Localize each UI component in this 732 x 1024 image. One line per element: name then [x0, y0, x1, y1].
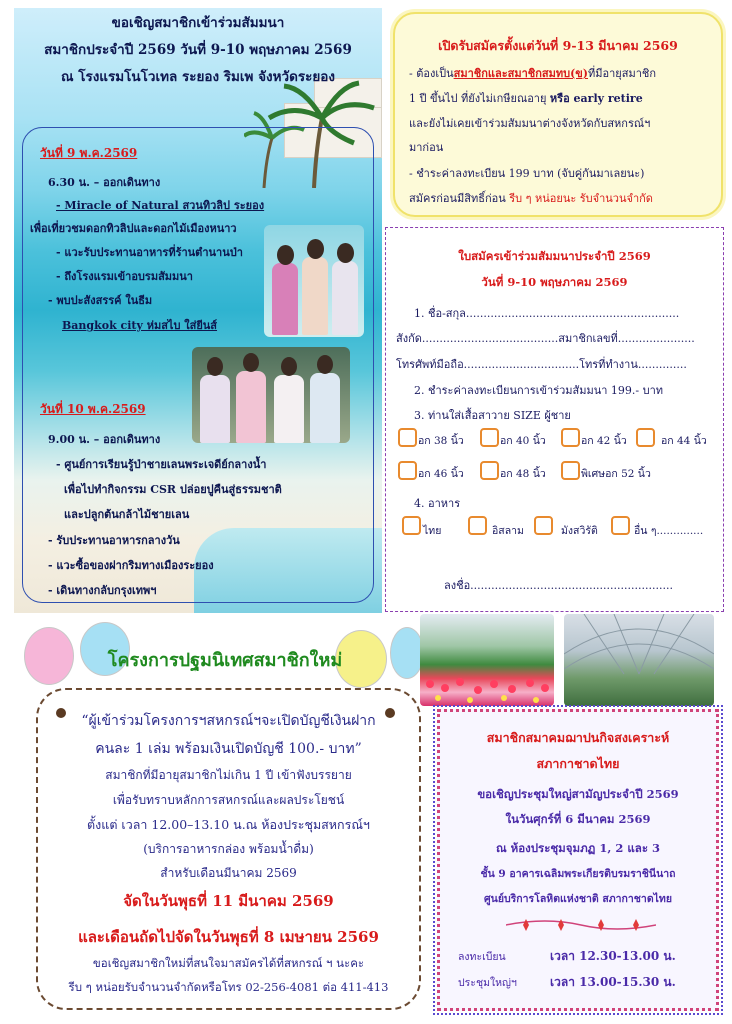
- day1-item: - แวะรับประทานอาหารที่ร้านตำนานป่า: [56, 246, 243, 259]
- day1-item: เพื่อเที่ยวชมดอกทิวลิปและดอกไม้เมืองหนาว: [30, 222, 237, 235]
- orientation-line: “ผู้เข้าร่วมโครงการฯสหกรณ์ฯจะเปิดบัญชีเงินฝาก: [81, 713, 376, 729]
- size-checkbox[interactable]: [561, 428, 580, 447]
- dome-garden-photo: [564, 614, 714, 706]
- register-time: เวลา 12.30-13.00 น.: [550, 949, 676, 963]
- balloon-decoration: [24, 627, 74, 685]
- meeting-line: สมาชิกสมาคมฌาปนกิจสงเคราะห์: [486, 730, 670, 745]
- announcement-text: ที่มีอายุสมาชิก: [588, 67, 657, 80]
- meeting-line: ชั้น 9 อาคารเฉลิมพระเกียรติบรมราชินีนาถ: [480, 868, 676, 880]
- food-label: 4. อาหาร: [414, 497, 461, 510]
- orientation-date-line: จัดในวันพุธที่ 11 มีนาคม 2569: [123, 892, 334, 910]
- announcement-line: มาก่อน: [409, 141, 444, 154]
- day1-time: 6.30 น. – ออกเดินทาง: [48, 176, 161, 189]
- form-title: ใบสมัครเข้าร่วมสัมมนาประจำปี 2569: [458, 249, 651, 263]
- announcement-red-text: รีบ ๆ หน่อยนะ รับจำนวนจำกัด: [509, 192, 653, 205]
- day2-item: เพื่อไปทำกิจกรรม CSR ปล่อยปูคืนสู่ธรรมชาติ: [64, 483, 282, 496]
- day1-item: - พบปะสังสรรค์ ในธีม: [48, 294, 153, 307]
- header-line-1: ขอเชิญสมาชิกเข้าร่วมสัมมนา: [111, 15, 285, 31]
- orientation-line: ตั้งแต่ เวลา 12.00–13.10 น.ณ ห้องประชุมสหกรณ์ฯ: [87, 817, 370, 832]
- group-photo-2: [192, 347, 350, 443]
- shirt-label: 3. ท่านใส่เสื้อสาวาย SIZE ผู้ชาย: [414, 409, 571, 422]
- meeting-time: เวลา 13.00-15.30 น.: [550, 975, 676, 989]
- application-form: [385, 227, 724, 612]
- affiliation-field[interactable]: สังกัด.......................................สมาชิกเลขที่......................: [396, 332, 695, 345]
- day2-label: วันที่ 10 พ.ค.2569: [40, 402, 146, 416]
- balloon-decoration: [390, 627, 424, 679]
- food-label-option: อื่น ๆ..............: [634, 525, 704, 537]
- ribbon-decoration: [506, 915, 656, 935]
- register-label: ลงทะเบียน: [458, 951, 506, 963]
- orientation-line: ขอเชิญสมาชิกใหม่ที่สนใจมาสมัครได้ที่สหกรณ์ ฯ นะคะ: [92, 956, 365, 970]
- registration-announcement: [393, 12, 723, 217]
- phone-field[interactable]: โทรศัพท์มือถือ.................................โทรที่ทำงาน..............: [396, 358, 687, 371]
- size-label: อก 48 นิ้ว: [500, 468, 546, 480]
- header-line-2: สมาชิกประจำปี 2569 วันที่ 9-10 พฤษภาคม 2569: [44, 42, 352, 58]
- orientation-line: เพื่อรับทราบหลักการสหกรณ์และผลประโยชน์: [112, 793, 345, 807]
- day2-item: - รับประทานอาหารกลางวัน: [48, 534, 180, 547]
- food-checkbox[interactable]: [611, 516, 630, 535]
- header-text: [14, 8, 382, 91]
- size-label: อก 46 นิ้ว: [418, 468, 464, 480]
- food-label-option: ไทย: [423, 525, 442, 537]
- size-label: อก 38 นิ้ว: [418, 435, 464, 447]
- orientation-contact-line: รีบ ๆ หน่อยรับจำนวนจำกัดหรือโทร 02-256-4081 ต่อ 411-413: [68, 980, 389, 994]
- day1-label: วันที่ 9 พ.ค.2569: [40, 146, 138, 160]
- food-checkbox[interactable]: [402, 516, 421, 535]
- announcement-line: และยังไม่เคยเข้าร่วมสัมมนาต่างจังหวัดกับสหกรณ์ฯ: [409, 117, 651, 130]
- orientation-line: สำหรับเดือนมีนาคม 2569: [160, 866, 297, 880]
- day2-time: 9.00 น. – ออกเดินทาง: [48, 433, 161, 446]
- orientation-line: สมาชิกที่มีอายุสมาชิกไม่เกิน 1 ปี เข้าฟังบรรยาย: [105, 768, 352, 782]
- announcement-line: [409, 64, 656, 82]
- food-label-option: มังสวิรัติ: [561, 525, 598, 537]
- day1-item: - ถึงโรงแรมเข้าอบรมสัมมนา: [56, 270, 193, 283]
- announcement-bold: หรือ early retire: [549, 92, 643, 105]
- meeting-line: ในวันศุกร์ที่ 6 มีนาคม 2569: [505, 812, 651, 826]
- signature-field[interactable]: ลงชื่อ..........................................................: [444, 579, 673, 592]
- orientation-date-line: และเดือนถัดไปจัดในวันพุธที่ 8 เมษายน 2569: [78, 928, 379, 946]
- announcement-title: เปิดรับสมัครตั้งแต่วันที่ 9-13 มีนาคม 2569: [438, 38, 678, 53]
- day1-item: - Miracle of Natural สวนทิวลิป ระยอง: [56, 199, 265, 212]
- food-label-option: อิสลาม: [492, 525, 524, 537]
- announcement-text: 1 ปี ขึ้นไป ที่ยังไม่เกษียณอายุ: [409, 92, 550, 105]
- day2-item: และปลูกต้นกล้าไม้ชายเลน: [64, 508, 190, 521]
- day2-item: - ศูนย์การเรียนรู้ป่าชายเลนพระเจดีย์กลางน้ำ: [56, 458, 267, 471]
- orientation-line: (บริการอาหารกล่อง พร้อมน้ำดื่ม): [143, 842, 314, 856]
- size-checkbox[interactable]: [561, 461, 580, 480]
- fee-line: 2. ชำระค่าลงทะเบียนการเข้าร่วมสัมมนา 199.- บาท: [414, 384, 664, 397]
- announcement-text: สมัครก่อนมีสิทธิ์ก่อน: [409, 192, 510, 205]
- size-checkbox[interactable]: [636, 428, 655, 447]
- size-checkbox[interactable]: [480, 428, 499, 447]
- announcement-line: [409, 189, 653, 207]
- orientation-line: คนละ 1 เล่ม พร้อมเงินเปิดบัญชี 100.- บาท”: [95, 741, 362, 757]
- meeting-line: ขอเชิญประชุมใหญ่สามัญประจำปี 2569: [477, 787, 679, 801]
- orientation-title: โครงการปฐมนิเทศสมาชิกใหม่: [107, 650, 343, 671]
- name-field[interactable]: 1. ชื่อ-สกุล.............................................................: [414, 307, 680, 320]
- size-label: อก 40 นิ้ว: [500, 435, 546, 447]
- tulip-garden-photo: [420, 614, 554, 706]
- food-checkbox[interactable]: [534, 516, 553, 535]
- size-label: พิเศษอก 52 นิ้ว: [581, 468, 651, 480]
- day2-item: - แวะซื้อของฝากริมทางเมืองระยอง: [48, 559, 214, 572]
- size-checkbox[interactable]: [398, 428, 417, 447]
- header-line-3: ณ โรงแรมโนโวเทล ระยอง ริมเพ จังหวัดระยอง: [60, 69, 335, 85]
- day1-item: Bangkok city ห่มสไบ ใส่ยีนส์: [62, 319, 218, 332]
- size-checkbox[interactable]: [398, 461, 417, 480]
- meeting-line: สภากาชาดไทย: [536, 756, 620, 771]
- meeting-notice: [437, 709, 719, 1011]
- form-subtitle: วันที่ 9-10 พฤษภาคม 2569: [481, 275, 628, 289]
- group-photo-1: [264, 225, 364, 337]
- size-label: อก 42 นิ้ว: [581, 435, 627, 447]
- meeting-line: ณ ห้องประชุมจุมภฏ 1, 2 และ 3: [495, 841, 661, 855]
- announcement-text: - ต้องเป็น: [409, 67, 454, 80]
- announcement-line: - ชำระค่าลงทะเบียน 199 บาท (จับคู่กันมาเลยนะ): [409, 167, 645, 180]
- meeting-line: ศูนย์บริการโลหิตแห่งชาติ สภากาชาดไทย: [484, 893, 672, 905]
- meeting-label: ประชุมใหญ่ฯ: [458, 977, 517, 989]
- announcement-highlight: สมาชิกและสมาชิกสมทบ(ข): [453, 67, 589, 80]
- size-label: อก 44 นิ้ว: [661, 435, 707, 447]
- announcement-line: [409, 89, 643, 107]
- size-checkbox[interactable]: [480, 461, 499, 480]
- day2-item: - เดินทางกลับกรุงเทพฯ: [48, 584, 157, 597]
- food-checkbox[interactable]: [468, 516, 487, 535]
